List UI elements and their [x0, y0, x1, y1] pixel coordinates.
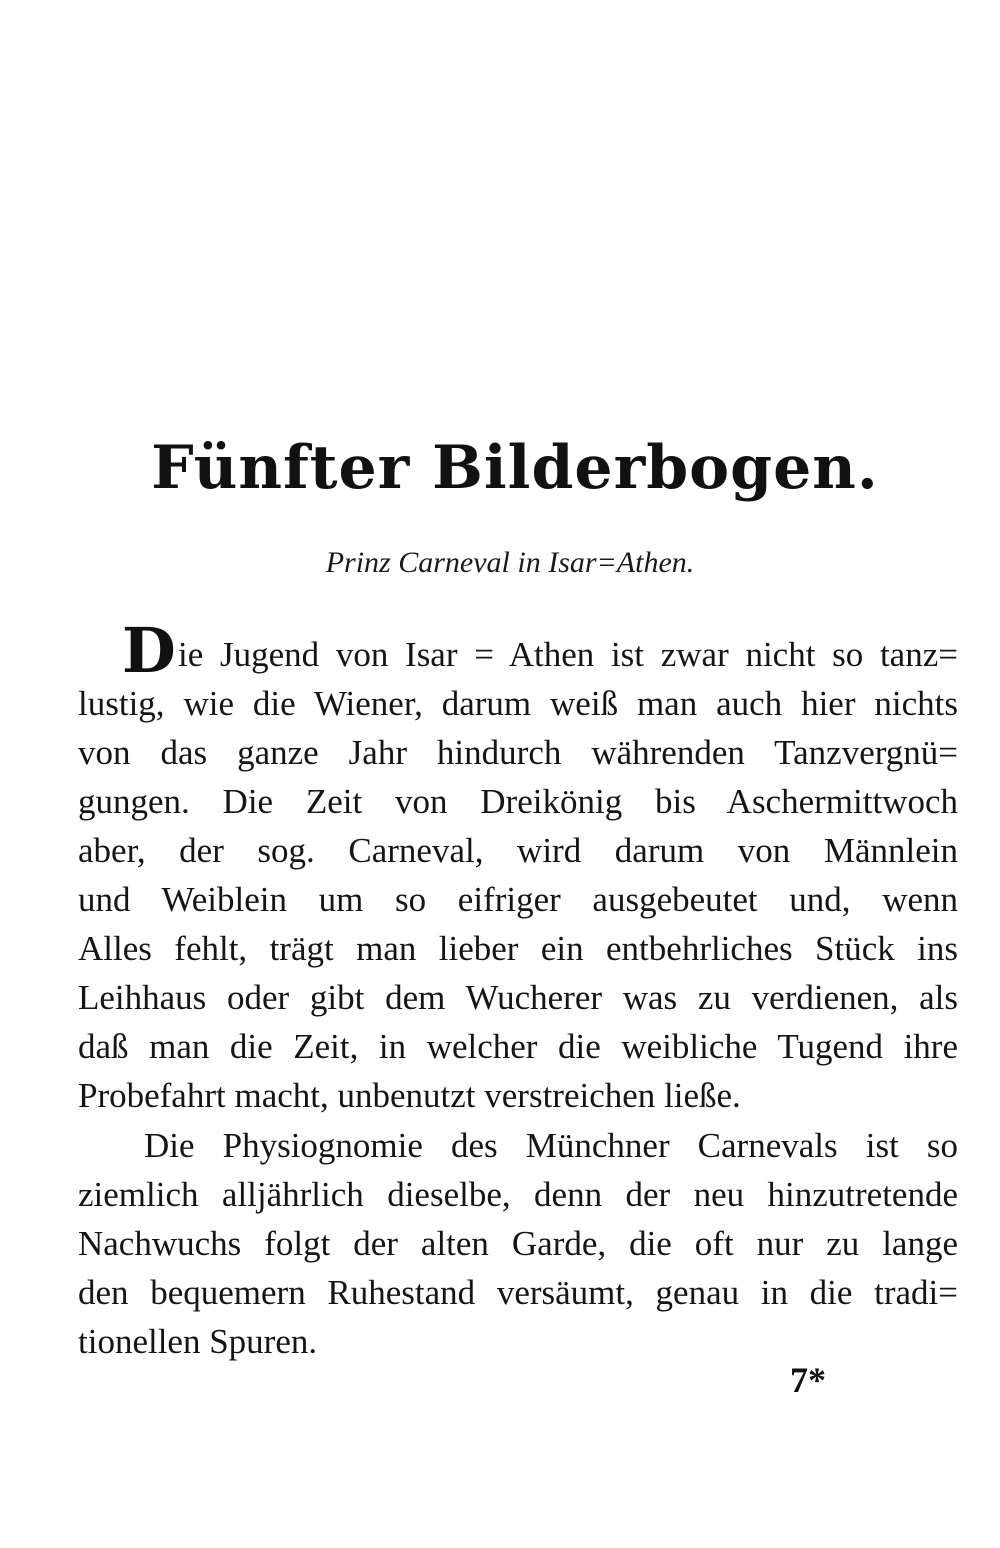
- text-line: Alles fehlt, trägt man lieber ein entbehrliches Stück ins: [78, 929, 958, 968]
- text-line: den bequemern Ruhestand versäumt, genau in die tradi=: [78, 1273, 958, 1312]
- text-line: daß man die Zeit, in welcher die weibliche Tugend ihre: [78, 1027, 958, 1066]
- text-line: Probefahrt macht, unbenutzt verstreichen ließe.: [78, 1076, 741, 1115]
- text-line: aber, der sog. Carneval, wird darum von Männlein: [78, 831, 958, 870]
- paragraph-1: [78, 614, 958, 1120]
- text-line: und Weiblein um so eifriger ausgebeutet und, wenn: [78, 880, 958, 919]
- chapter-title: Fünfter Bilderbogen.: [151, 433, 879, 503]
- paragraph-2: [78, 1121, 958, 1366]
- drop-cap: D: [122, 614, 176, 687]
- text-line: Leihhaus oder gibt dem Wucherer was zu verdienen, als: [78, 978, 958, 1017]
- first-line-text: ie Jugend von Isar = Athen ist zwar nicht so tanz=: [178, 635, 958, 674]
- text-line: Nachwuchs folgt der alten Garde, die oft nur zu lange: [78, 1224, 958, 1263]
- text-line: Die Physiognomie des Münchner Carnevals ist so: [144, 1126, 958, 1165]
- text-line: tionellen Spuren.: [78, 1322, 318, 1361]
- text-line: ziemlich alljährlich dieselbe, denn der neu hinzutretende: [78, 1175, 958, 1214]
- page-number: 7*: [790, 1360, 826, 1400]
- chapter-subtitle: Prinz Carneval in Isar=Athen.: [325, 546, 695, 579]
- paragraph-1-first-line: [78, 614, 958, 687]
- text-line: von das ganze Jahr hindurch währenden Tanzvergnü=: [78, 733, 958, 772]
- text-line: lustig, wie die Wiener, darum weiß man auch hier nichts: [78, 684, 958, 723]
- text-line: gungen. Die Zeit von Dreikönig bis Aschermittwoch: [78, 782, 958, 821]
